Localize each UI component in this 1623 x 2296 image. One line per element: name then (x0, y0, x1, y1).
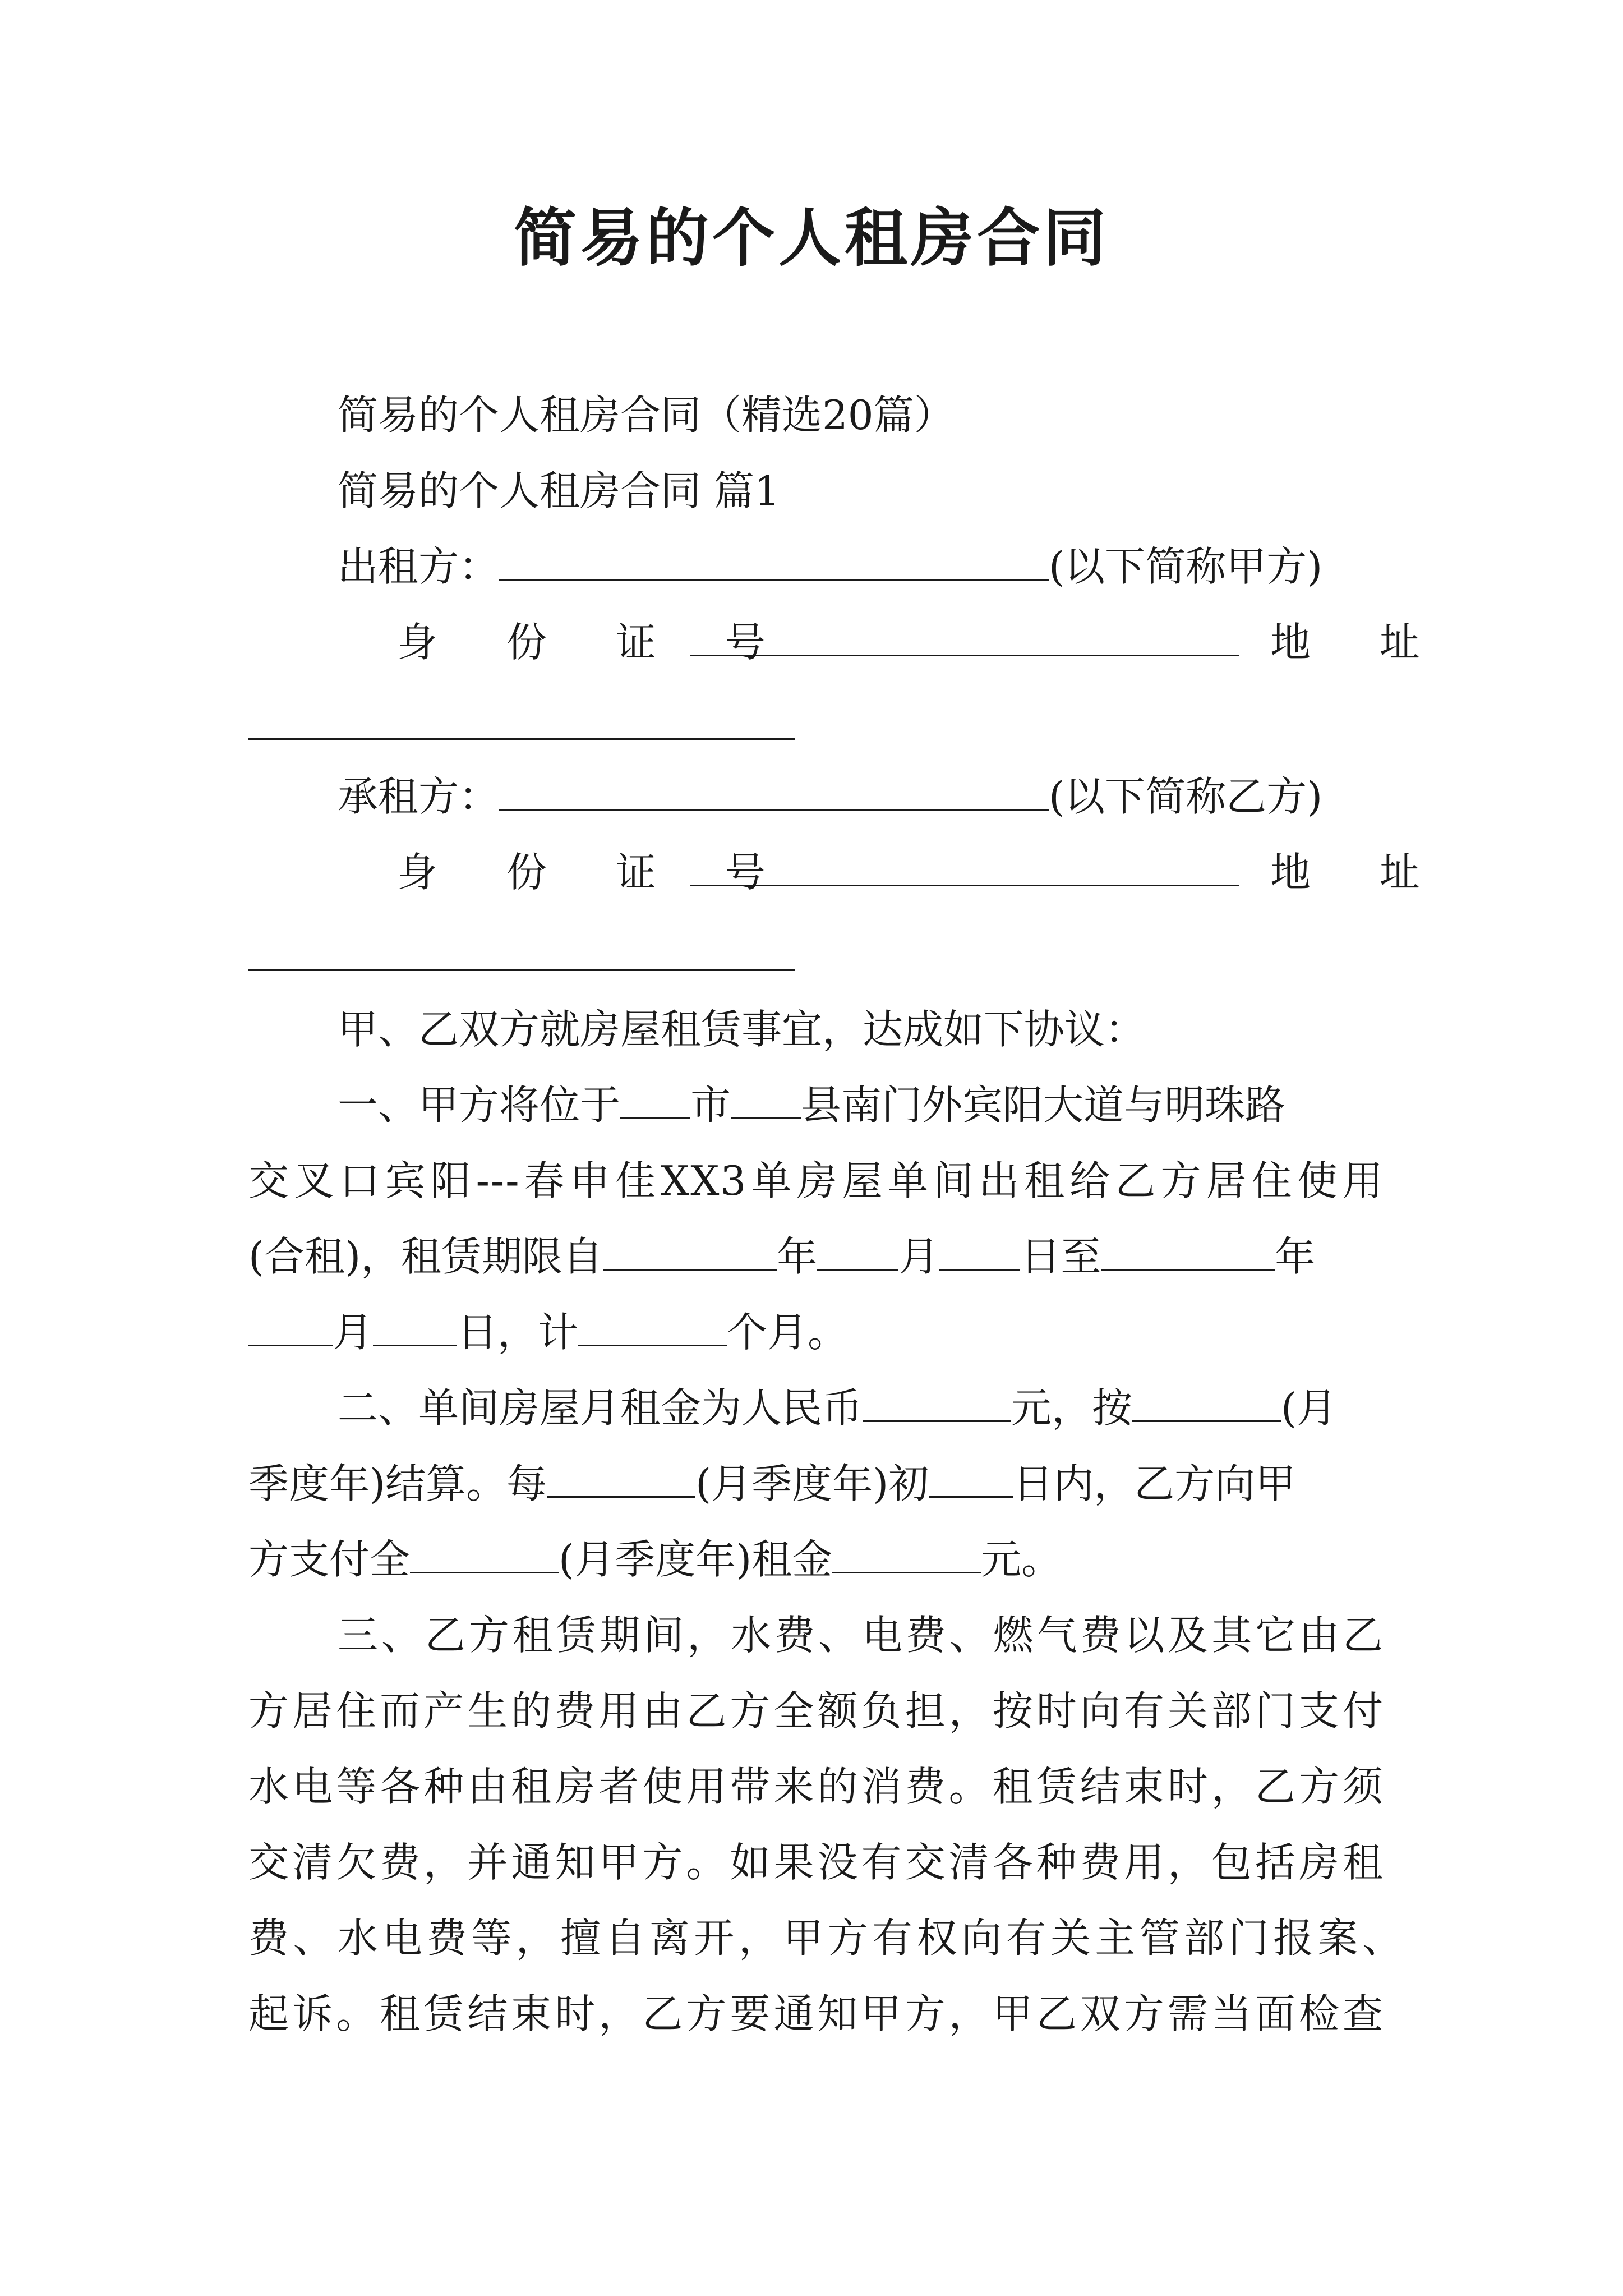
lessor-address-blank (248, 738, 795, 740)
document-subtitle: 简易的个人租房合同（精选20篇） (338, 392, 955, 439)
start-month-blank (817, 1228, 898, 1271)
full-period-blank (410, 1531, 559, 1573)
lessor-id-blank (690, 614, 1239, 656)
document-title: 简易的个人租房合同 (514, 201, 1109, 275)
end-day-blank (373, 1304, 457, 1346)
clause2-text: (月季度年)租金 (559, 1536, 833, 1583)
clause3-line2: 方居住而产生的费用由乙方全额负担，按时向有关部门支付 (248, 1687, 1384, 1734)
clause2-text: (月季度年)初 (695, 1460, 929, 1507)
clause1-line4 (248, 1304, 848, 1360)
total-months-blank (578, 1304, 727, 1346)
clause2-text: 二、单间房屋月租金为人民币 (338, 1384, 863, 1432)
clause2-text: 季度年)结算。每 (248, 1460, 547, 1507)
clause1-text: 年 (1275, 1233, 1316, 1280)
clause1-text: 日，计 (457, 1309, 579, 1356)
lessee-line (338, 769, 1322, 825)
lessee-label: 承租方： (338, 773, 500, 820)
agreement-intro: 甲、乙双方就房屋租赁事宜，达成如下协议： (338, 1006, 1146, 1053)
clause3-line4: 交清欠费，并通知甲方。如果没有交清各种费用，包括房租 (248, 1839, 1384, 1886)
clause1-text: 个月。 (727, 1309, 849, 1356)
lessor-addr-label: 地 址 (1270, 619, 1448, 666)
clause1-text: (合租)，租赁期限自 (248, 1233, 603, 1280)
lessee-id-blank (690, 844, 1239, 886)
clause2-text: 元。 (981, 1536, 1062, 1583)
clause1-text: 月 (898, 1233, 939, 1280)
lessee-addr-label: 地 址 (1270, 849, 1448, 896)
clause2-text: (月 (1281, 1384, 1338, 1432)
clause2-line1 (338, 1380, 1337, 1436)
clause1-line1 (338, 1077, 1285, 1133)
lessor-id-label: 身 份 证 号 (397, 619, 794, 666)
section-heading: 简易的个人租房合同 篇1 (338, 467, 780, 514)
rent-amount-blank (832, 1531, 981, 1573)
end-year-blank (1101, 1228, 1275, 1271)
clause1-text: 日至 (1020, 1233, 1101, 1280)
end-month-blank (248, 1304, 333, 1346)
clause1-text: 县南门外宾阳大道与明珠路 (801, 1082, 1286, 1129)
county-blank (731, 1077, 801, 1119)
lessee-suffix: (以下简称乙方) (1049, 773, 1323, 820)
clause1-text: 市 (690, 1082, 731, 1129)
clause1-text: 一、甲方将位于 (338, 1082, 621, 1129)
clause3-line1: 三、乙方租赁期间，水费、电费、燃气费以及其它由乙 (338, 1612, 1384, 1659)
clause2-text: 日内，乙方向甲 (1013, 1460, 1296, 1507)
lessor-id-blank-wrap (690, 614, 1239, 670)
clause1-line2: 交叉口宾阳---春申佳XX3单房屋单间出租给乙方居住使用 (248, 1157, 1384, 1204)
monthly-rent-blank (863, 1380, 1011, 1422)
clause2-line2 (248, 1456, 1295, 1512)
lessee-id-blank-wrap (690, 844, 1239, 900)
clause1-text: 年 (777, 1233, 818, 1280)
lessee-id-label: 身 份 证 号 (397, 849, 794, 896)
clause3-line6: 起诉。租赁结束时，乙方要通知甲方，甲乙双方需当面检查 (248, 1990, 1384, 2037)
lessor-name-blank (499, 539, 1049, 581)
lessor-addr-wrap (1270, 614, 1448, 670)
lessor-line (338, 539, 1322, 595)
start-day-blank (939, 1228, 1020, 1271)
lessee-addr-wrap (1270, 844, 1448, 900)
settlement-period-blank (1132, 1380, 1281, 1422)
clause3-line3: 水电等各种由租房者使用带来的消费。租赁结束时，乙方须 (248, 1763, 1384, 1810)
lessee-address-blank (248, 969, 795, 971)
start-year-blank (603, 1228, 777, 1271)
lessor-suffix: (以下简称甲方) (1049, 543, 1323, 590)
city-blank (620, 1077, 690, 1119)
clause1-line3 (248, 1228, 1315, 1285)
payment-period-blank (547, 1456, 695, 1498)
clause2-text: 元，按 (1011, 1384, 1133, 1432)
clause3-line5: 费、水电费等，擅自离开，甲方有权向有关主管部门报案、 (248, 1915, 1404, 1962)
clause2-text: 方支付全 (248, 1536, 411, 1583)
lessee-name-blank (499, 769, 1049, 811)
clause1-text: 月 (333, 1309, 374, 1356)
payment-days-blank (929, 1456, 1013, 1498)
lessor-label: 出租方： (338, 543, 500, 590)
clause2-line3 (248, 1531, 1062, 1588)
